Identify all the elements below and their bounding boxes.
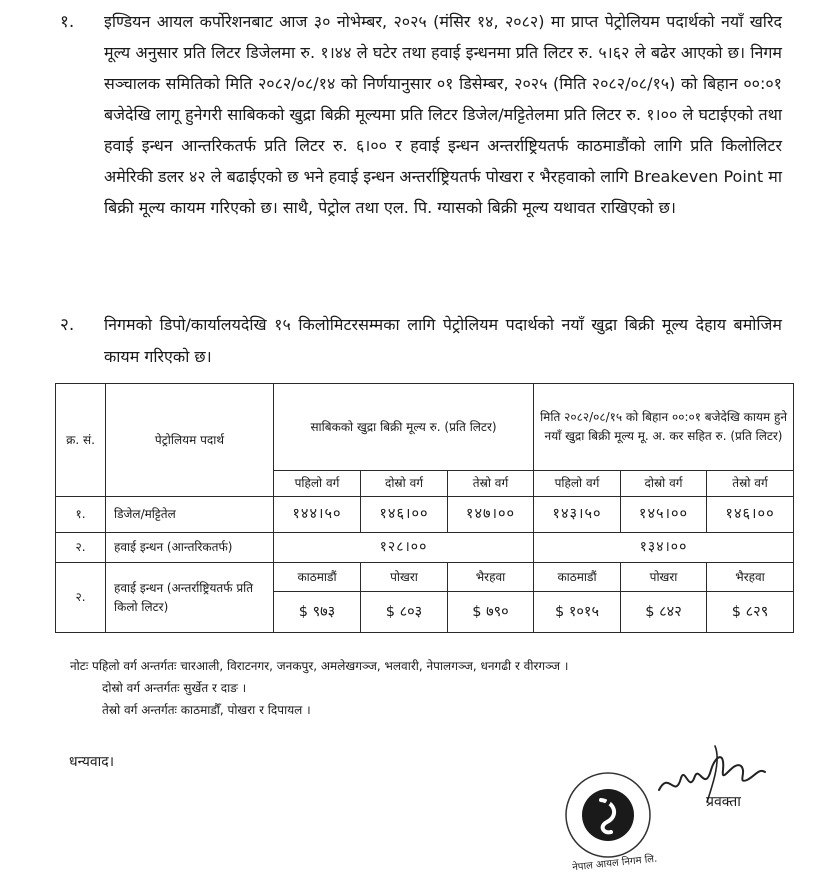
- price-cell: $ ८०३: [361, 591, 448, 632]
- row-product: हवाई इन्धन (अन्तर्राष्ट्रियतर्फ प्रति किलो लिटर): [106, 563, 274, 633]
- nepal-oil-logo-icon: [563, 770, 653, 860]
- row-sn: २.: [56, 563, 106, 633]
- grade-label: पहिलो वर्ग: [534, 470, 621, 496]
- closing-text: धन्यवाद।: [69, 754, 115, 770]
- header-sn: क्र. सं.: [56, 384, 106, 497]
- note-line: नोटः पहिलो वर्ग अन्तर्गतः चारआली, विराटनगर, जनकपुर, अमलेखगञ्ज, भलवारी, नेपालगञ्ज, धनगढी र वीरगञ्ज ।: [70, 659, 569, 673]
- paragraph-1-text: इण्डियन आयल कर्पोरेशनबाट आज ३० नोभेम्बर, २०२५ (मंसिर १४, २०८२) मा प्राप्त पेट्रोलियम पदार्थको नयाँ खरिद मूल्य अनुसार प्रति लिटर डिजेलमा रु. १।४४ ले घटेर तथा हवाई इन्धनमा प्रति लिटर रु. ५।६२ ले बढेर आएको छ। निगम सञ्चालक समितिको मिति २०८२/०८/१४ को निर्णयानुसार ०१ डिसेम्बर, २०२५ (मिति २०८२/०८/१५) को बिहान ००:०१ बजेदेखि लागू हुनेगरी साबिकको खुद्रा बिक्री मूल्यमा प्रति लिटर डिजेल/मट्टितेलमा प्रति लिटर रु. १।०० ले घटाईएको तथा हवाई इन्धन आन्तरिकतर्फ प्रति लिटर रु. ६।०० र हवाई इन्धन अन्तर्राष्ट्रियतर्फ काठमाडौंको लागि प्रति किलोलिटर अमेरिकी डलर ४२ ले बढाईएको छ भने हवाई इन्धन अन्तर्राष्ट्रियतर्फ पोखरा र भैरहवाको लागि Breakeven Point मा बिक्री मूल्य कायम गरिएको छ। साथै, पेट्रोल तथा एल. पि. ग्यासको बिक्री मूल्य यथावत राखिएको छ।: [104, 12, 782, 217]
- paragraph-2-text: निगमको डिपो/कार्यालयदेखि १५ किलोमिटरसम्मका लागि पेट्रोलियम पदार्थको नयाँ खुद्रा बिक्री मूल्य देहाय बमोजिम कायम गरिएको छ।: [104, 315, 782, 366]
- paragraph-2-number: २.: [60, 315, 75, 335]
- price-cell: $ ८४२: [621, 591, 707, 632]
- price-cell: १४६।००: [361, 497, 448, 533]
- price-cell: १४६।००: [707, 497, 794, 533]
- grade-label: पहिलो वर्ग: [274, 470, 361, 496]
- price-table: [55, 383, 794, 633]
- city-label: काठमाडौं: [534, 563, 621, 591]
- grade-label: तेस्रो वर्ग: [448, 470, 534, 496]
- price-cell: $ १०१५: [534, 591, 621, 632]
- grade-label: दोस्रो वर्ग: [361, 470, 448, 496]
- price-cell: १४५।००: [621, 497, 707, 533]
- city-row: [56, 563, 794, 591]
- grade-label: तेस्रो वर्ग: [707, 470, 794, 496]
- table-header-row: [56, 384, 794, 471]
- spokesperson-title: प्रवक्ता: [706, 794, 741, 810]
- price-cell: १४३।५०: [534, 497, 621, 533]
- table-row-jet-domestic: [56, 532, 794, 562]
- price-cell: $ ८२९: [707, 591, 794, 632]
- logo-ring-text: नेपाल आयल निगम लि.: [571, 853, 658, 874]
- header-product: पेट्रोलियम पदार्थ: [106, 384, 274, 497]
- city-label: काठमाडौं: [274, 563, 361, 591]
- paragraph-1: [60, 6, 782, 223]
- note-line: तेस्रो वर्ग अन्तर्गतः काठमाडौँ, पोखरा र दिपायल ।: [102, 703, 311, 717]
- city-label: पोखरा: [361, 563, 448, 591]
- grade-label: दोस्रो वर्ग: [621, 470, 707, 496]
- header-old-price: साबिकको खुद्रा बिक्री मूल्य रु. (प्रति लिटर): [274, 384, 534, 471]
- paragraph-2: [60, 309, 782, 373]
- price-cell: $ ७९०: [448, 591, 534, 632]
- price-cell: १४७।००: [448, 497, 534, 533]
- price-cell: $ ९७३: [274, 591, 361, 632]
- header-new-price: मिति २०८२/०८/१५ को बिहान ००:०१ बजेदेखि कायम हुने नयाँ खुद्रा बिक्री मूल्य मू. अ. कर सहित रु. (प्रति लिटर): [534, 384, 794, 471]
- city-label: पोखरा: [621, 563, 707, 591]
- note-line: दोस्रो वर्ग अन्तर्गतः सुर्खेत र दाङ ।: [102, 681, 247, 695]
- price-cell: १४४।५०: [274, 497, 361, 533]
- row-sn: २.: [56, 532, 106, 562]
- price-cell: १२८।००: [274, 532, 534, 562]
- row-product: हवाई इन्धन (आन्तरिकतर्फ): [106, 532, 274, 562]
- city-label: भैरहवा: [707, 563, 794, 591]
- city-label: भैरहवा: [448, 563, 534, 591]
- price-cell: १३४।००: [534, 532, 794, 562]
- notes: [70, 655, 568, 721]
- row-product: डिजेल/मट्टितेल: [106, 497, 274, 533]
- row-sn: १.: [56, 497, 106, 533]
- table-row-diesel: [56, 497, 794, 533]
- paragraph-1-number: १.: [60, 12, 75, 32]
